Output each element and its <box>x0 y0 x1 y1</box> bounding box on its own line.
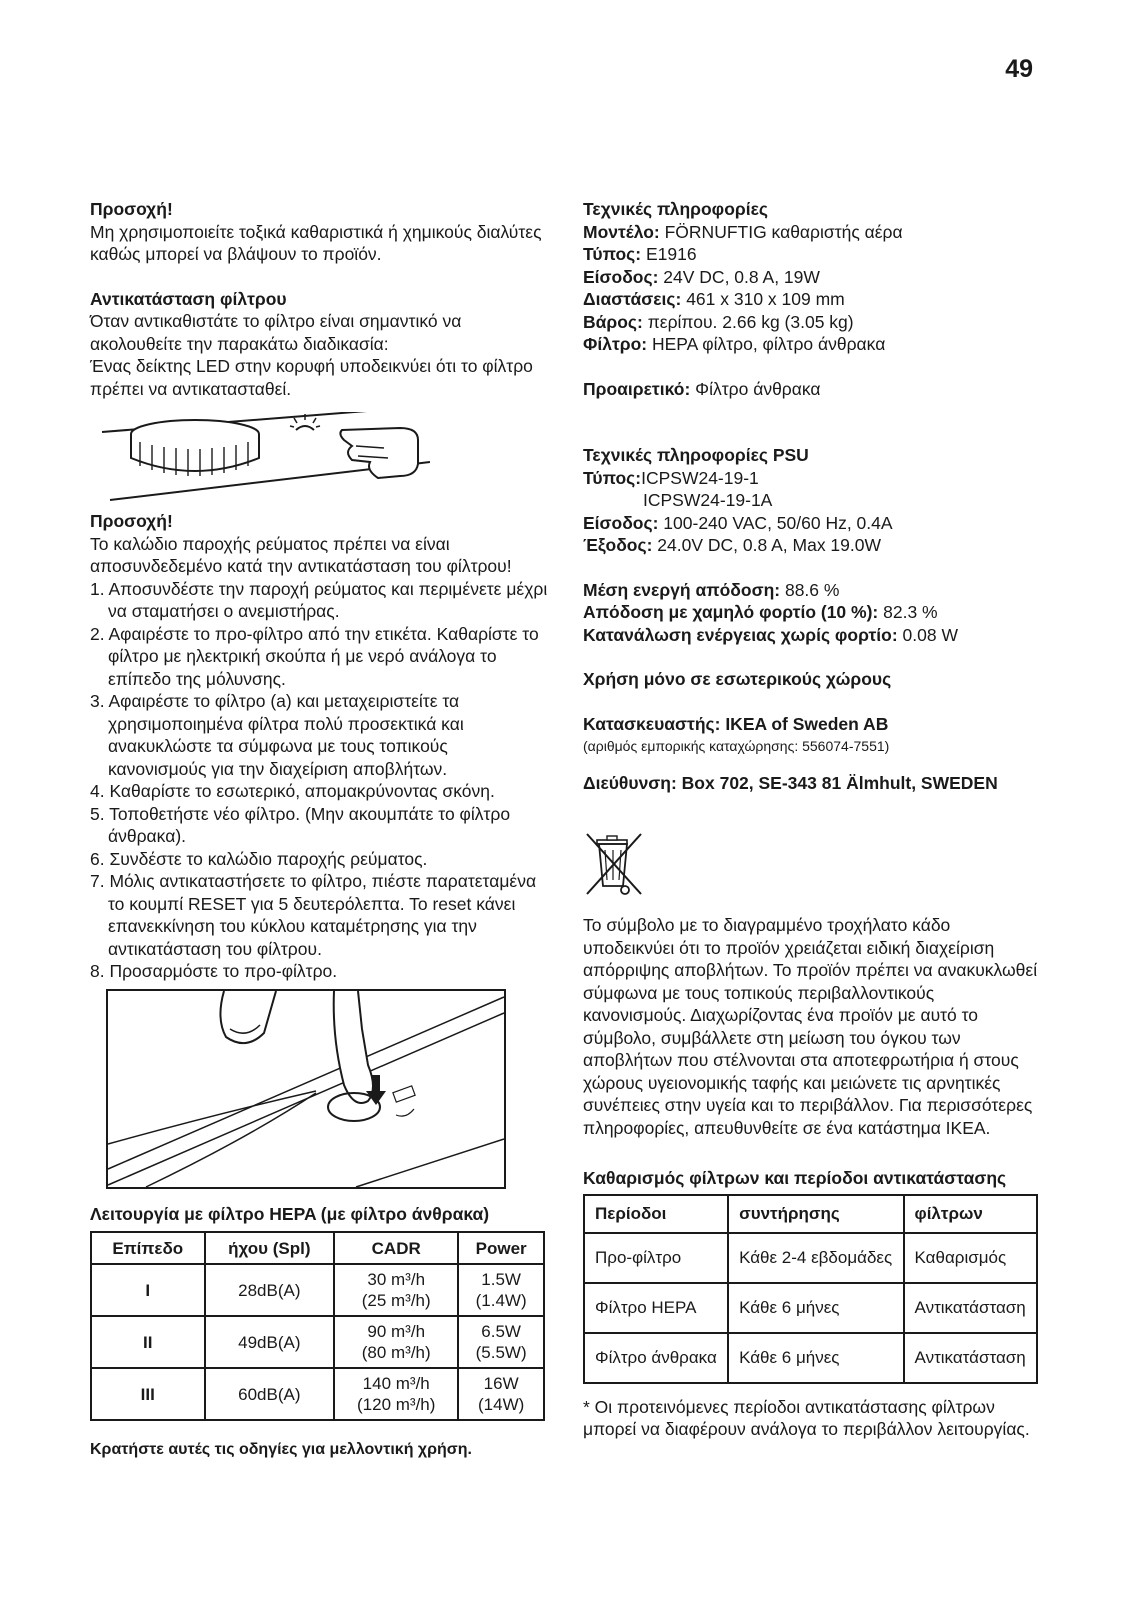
weee-text: Το σύμβολο με το διαγραμμένο τροχήλατο κάδο υποδεικνύει ότι το προϊόν χρειάζεται ειδική διαχείριση απόρριψης αποβλήτων. Το προϊόν πρέπει να ανακυκλωθεί σύμφωνα με τους τοπικούς περιβαλλοντικούς κανονισμούς. Διαχωρίζοντας ένα προϊόν με αυτό το σύμβολο, συμβάλλετε στη μείωση του όγκου των αποβλήτων που στέλνονται στα αποτεφρωτήρια ή στους χώρους υγειονομικής ταφής και μειώνετε τις αρνητικές συνέπειες στην υγεία και το περιβάλλον. Για περισσότερες πληροφορίες, απευθυνθείτε σε ένα κατάστημα IKEA. <box>583 915 1038 1138</box>
period-cell: Κάθε 6 μήνες <box>728 1333 903 1383</box>
psu-type: Τύπος:ICPSW24-19-1 <box>583 467 759 488</box>
step-item: 2. Αφαιρέστε το προ-φίλτρο από την ετικέτα. Καθαρίστε το φίλτρο με ηλεκτρική σκούπα ή με νερό ανάλογα το επίπεδο της μόλυνσης. <box>90 623 539 689</box>
psu-input: Είσοδος: 100-240 VAC, 50/60 Hz, 0.4A <box>583 512 893 533</box>
psu-type-alt: ICPSW24-19-1A <box>643 490 773 510</box>
efficiency-average: Μέση ενεργή απόδοση: 88.6 % <box>583 579 840 600</box>
filter-cell: Φίλτρο HEPA <box>584 1283 728 1333</box>
hepa-table-title: Λειτουργία με φίλτρο HEPA (με φίλτρο άνθρακα) <box>90 1203 490 1224</box>
table-row <box>584 1333 1037 1383</box>
table-row <box>584 1233 1037 1283</box>
registration-number: (αριθμός εμπορικής καταχώρησης: 556074-7551) <box>583 738 890 754</box>
spec-weight: Βάρος: περίπου. 2.66 kg (3.05 kg) <box>583 311 854 332</box>
filter-cell: Φίλτρο άνθρακα <box>584 1333 728 1383</box>
cadr-cell: 140 m³/h (120 m³/h) <box>334 1368 458 1420</box>
noise-cell: 49dB(A) <box>205 1316 335 1368</box>
indoor-use-note: Χρήση μόνο σε εσωτερικούς χώρους <box>583 669 892 689</box>
filter-cell: Προ-φίλτρο <box>584 1233 728 1283</box>
table-row <box>91 1264 544 1316</box>
psu-info-title: Τεχνικές πληροφορίες PSU <box>583 445 809 465</box>
table-header: συντήρησης <box>728 1195 903 1233</box>
noise-cell: 60dB(A) <box>205 1368 335 1420</box>
action-cell: Καθαρισμός <box>904 1233 1037 1283</box>
maintenance-table-title: Καθαρισμός φίλτρων και περίοδοι αντικατάστασης <box>583 1168 1007 1188</box>
step-item: 7. Μόλις αντικαταστήσετε το φίλτρο, πιέστε παρατεταμένα το κουμπί RESET για 5 δευτερόλεπτα. Το reset κάνει επανεκκίνηση του κύκλου καταμέτρησης για την αντικατάσταση του φίλτρου. <box>90 871 537 959</box>
step-item: 3. Αφαιρέστε το φίλτρο (a) και μεταχειριστείτε τα χρησιμοποιημένα φίλτρα πολύ προσεκτικά και ανακυκλώστε τα σύμφωνα με τους τοπικούς κανονισμούς για την διαχείριση αποβλήτων. <box>90 691 464 779</box>
caution-text: Μη χρησιμοποιείτε τοξικά καθαριστικά ή χημικούς διαλύτες καθώς μπορεί να βλάψουν το προϊόν. <box>90 221 542 264</box>
no-load-consumption: Κατανάλωση ενέργειας χωρίς φορτίο: 0.08 W <box>583 624 958 645</box>
table-header: φίλτρων <box>904 1195 1037 1233</box>
noise-cell: 28dB(A) <box>205 1264 335 1316</box>
caution-title-2: Προσοχή! <box>90 511 173 531</box>
cadr-cell: 90 m³/h (80 m³/h) <box>334 1316 458 1368</box>
manufacturer: Κατασκευαστής: IKEA of Sweden AB <box>583 713 889 734</box>
spec-input: Είσοδος: 24V DC, 0.8 A, 19W <box>583 266 820 287</box>
level-cell: II <box>91 1316 205 1368</box>
tech-info-title: Τεχνικές πληροφορίες <box>583 199 768 219</box>
table-header: ήχου (Spl) <box>205 1232 335 1264</box>
reset-button-illustration <box>106 989 506 1189</box>
spec-dimensions: Διαστάσεις: 461 x 310 x 109 mm <box>583 289 845 309</box>
caution-text-2: Το καλώδιο παροχής ρεύματος πρέπει να είναι αποσυνδεδεμένο κατά την αντικατάσταση του φίλτρου! <box>90 533 512 576</box>
table-header-row <box>584 1195 1037 1233</box>
spec-optional: Προαιρετικό: Φίλτρο άνθρακα <box>583 378 821 399</box>
step-item: 1. Αποσυνδέστε την παροχή ρεύματος και περιμένετε μέχρι να σταματήσει ο ανεμιστήρας. <box>90 578 548 621</box>
action-cell: Αντικατάσταση <box>904 1283 1037 1333</box>
table-row <box>91 1368 544 1420</box>
spec-type: Τύπος: E1916 <box>583 244 697 264</box>
psu-output: Έξοδος: 24.0V DC, 0.8 A, Max 19.0W <box>583 535 882 555</box>
keep-instructions-note: Κρατήστε αυτές τις οδηγίες για μελλοντική χρήση. <box>90 1441 472 1458</box>
led-indicator-illustration <box>100 412 430 502</box>
address: Διεύθυνση: Box 702, SE-343 81 Älmhult, SWEDEN <box>583 772 998 793</box>
efficiency-low-load: Απόδοση με χαμηλό φορτίο (10 %): 82.3 % <box>583 602 938 622</box>
caution-title: Προσοχή! <box>90 199 173 219</box>
power-cell: 1.5W (1.4W) <box>458 1264 544 1316</box>
step-item: 4. Καθαρίστε το εσωτερικό, απομακρύνοντας σκόνη. <box>90 781 495 801</box>
left-column <box>90 198 550 1462</box>
table-header: Επίπεδο <box>91 1232 205 1264</box>
table-header: CADR <box>334 1232 458 1264</box>
led-indicator-text: Ένας δείκτης LED στην κορυφή υποδεικνύει ότι το φίλτρο πρέπει να αντικατασταθεί. <box>90 356 533 399</box>
spec-filter: Φίλτρο: HEPA φίλτρο, φίλτρο άνθρακα <box>583 334 886 354</box>
table-header-row <box>91 1232 544 1264</box>
filter-replacement-text: Όταν αντικαθιστάτε το φίλτρο είναι σημαντικό να ακολουθείτε την παρακάτω διαδικασία: <box>90 311 462 354</box>
maintenance-table <box>583 1194 1038 1384</box>
period-cell: Κάθε 2-4 εβδομάδες <box>728 1233 903 1283</box>
action-cell: Αντικατάσταση <box>904 1333 1037 1383</box>
footnote: * Οι προτεινόμενες περίοδοι αντικατάστασης φίλτρων μπορεί να διαφέρουν ανάλογα το περιβάλλον λειτουργίας. <box>583 1396 1030 1439</box>
hepa-operation-table <box>90 1231 545 1421</box>
step-item: 8. Προσαρμόστε το προ-φίλτρο. <box>90 961 338 981</box>
step-item: 5. Τοποθετήστε νέο φίλτρο. (Μην ακουμπάτε το φίλτρο άνθρακα). <box>90 803 511 846</box>
crossed-bin-icon <box>583 828 645 900</box>
cadr-cell: 30 m³/h (25 m³/h) <box>334 1264 458 1316</box>
table-header: Power <box>458 1232 544 1264</box>
page-number: 49 <box>1005 55 1033 83</box>
level-cell: I <box>91 1264 205 1316</box>
table-header: Περίοδοι <box>584 1195 728 1233</box>
power-cell: 6.5W (5.5W) <box>458 1316 544 1368</box>
step-item: 6. Συνδέστε το καλώδιο παροχής ρεύματος. <box>90 848 428 869</box>
table-row <box>584 1283 1037 1333</box>
power-cell: 16W (14W) <box>458 1368 544 1420</box>
spec-model: Μοντέλο: FÖRNUFTIG καθαριστής αέρα <box>583 221 903 242</box>
table-row <box>91 1316 544 1368</box>
level-cell: III <box>91 1368 205 1420</box>
period-cell: Κάθε 6 μήνες <box>728 1283 903 1333</box>
right-column <box>583 198 1038 1441</box>
filter-replacement-title: Αντικατάσταση φίλτρου <box>90 288 287 309</box>
replacement-steps <box>90 578 550 983</box>
